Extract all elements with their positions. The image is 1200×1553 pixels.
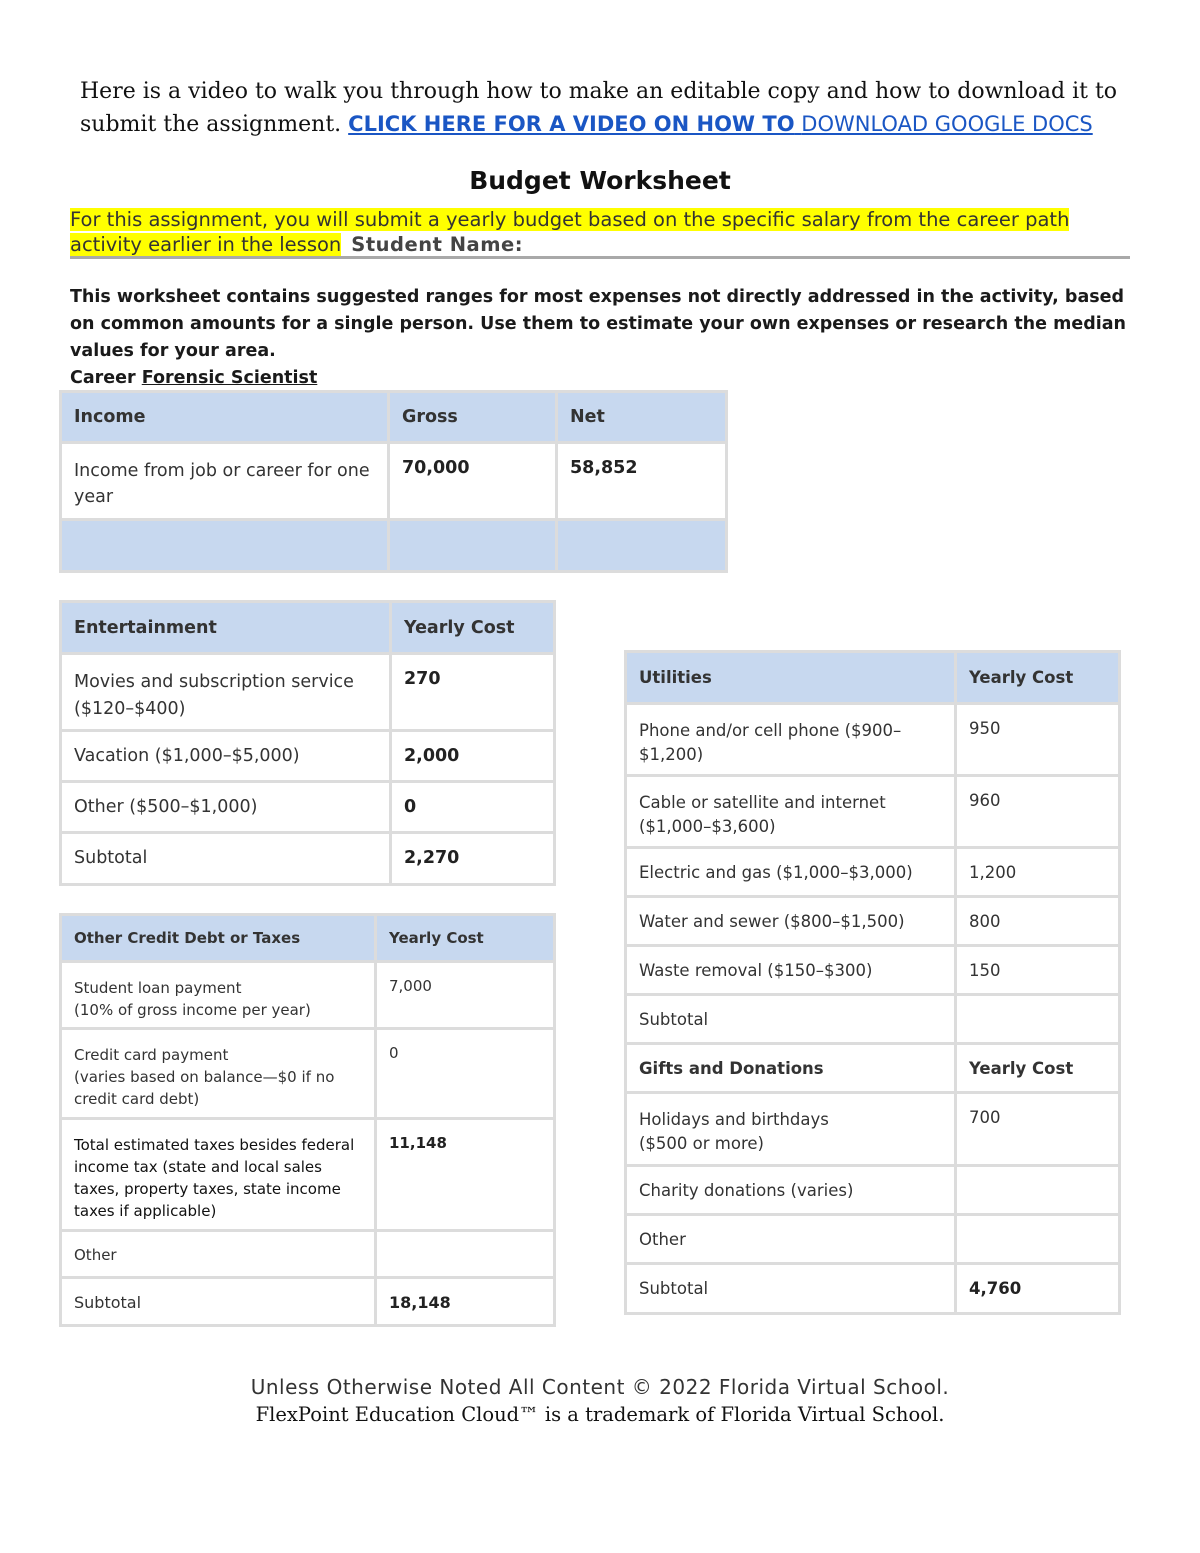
intro-paragraph (80, 76, 1140, 141)
student-name-label[interactable]: Student Name: (351, 233, 524, 256)
other-debt-row-label: Total estimated taxes besides federal income tax (state and local sales taxes, property taxes, state income taxes if applicable) (61, 1119, 376, 1231)
career-label: Career (70, 368, 136, 388)
table-row (61, 731, 555, 782)
entertainment-row-value[interactable]: 2,000 (391, 731, 555, 782)
gifts-row-value[interactable] (956, 1166, 1120, 1215)
worksheet-description (70, 284, 1140, 392)
entertainment-subtotal-value[interactable]: 2,270 (391, 833, 555, 885)
utilities-row-value[interactable]: 960 (956, 776, 1120, 848)
description-text: This worksheet contains suggested ranges for most expenses not directly addressed in the activity, based on common amounts for a single person. Use them to estimate your own expenses or research the median values for your area. (70, 287, 1126, 361)
utilities-row-value[interactable]: 150 (956, 946, 1120, 995)
table-row (626, 848, 1120, 897)
utilities-row-value[interactable]: 1,200 (956, 848, 1120, 897)
empty-cell[interactable] (557, 520, 727, 572)
income-table (59, 390, 728, 573)
other-debt-row-value[interactable]: 7,000 (376, 962, 555, 1029)
income-header-gross: Gross (389, 392, 557, 443)
income-row-label: Income from job or career for one year (61, 443, 389, 520)
assignment-instructions (70, 207, 1135, 257)
empty-cell[interactable] (61, 520, 389, 572)
video-link-rest: DOWNLOAD GOOGLE DOCS (801, 112, 1093, 136)
trademark-line: FlexPoint Education Cloud™ is a trademark of Florida Virtual School. (255, 1403, 945, 1426)
entertainment-row-label: Vacation ($1,000–$5,000) (61, 731, 391, 782)
other-debt-subtotal-label: Subtotal (61, 1278, 376, 1326)
table-row (61, 1278, 555, 1326)
table-row (61, 1231, 555, 1278)
label-note: (10% of gross income per year) (74, 1001, 311, 1019)
entertainment-row-label: Other ($500–$1,000) (61, 782, 391, 833)
other-debt-row-value[interactable]: 0 (376, 1029, 555, 1119)
utilities-row-label: Phone and/or cell phone ($900–$1,200) (626, 704, 956, 776)
utilities-row-label: Water and sewer ($800–$1,500) (626, 897, 956, 946)
income-net-cell[interactable]: 58,852 (557, 443, 727, 520)
table-row (626, 995, 1120, 1044)
table-row (626, 897, 1120, 946)
gifts-header-cost: Yearly Cost (956, 1044, 1120, 1093)
divider (70, 256, 1130, 259)
video-link-bold: CLICK HERE FOR A VIDEO ON HOW TO (348, 112, 795, 136)
gifts-header-row (626, 1044, 1120, 1093)
income-header-label: Income (61, 392, 389, 443)
table-row (626, 1215, 1120, 1264)
copyright-line: Unless Otherwise Noted All Content © 2022 Florida Virtual School. (250, 1375, 950, 1399)
entertainment-row-value[interactable]: 270 (391, 654, 555, 731)
label-note: ($500 or more) (639, 1134, 764, 1153)
other-debt-row-label (61, 962, 376, 1029)
utilities-row-value[interactable]: 950 (956, 704, 1120, 776)
video-link[interactable] (348, 112, 1093, 136)
empty-cell[interactable] (389, 520, 557, 572)
utilities-row-label: Waste removal ($150–$300) (626, 946, 956, 995)
other-debt-header-cost: Yearly Cost (376, 915, 555, 962)
entertainment-table (59, 600, 556, 886)
gifts-row-value[interactable] (956, 1215, 1120, 1264)
table-row (61, 654, 555, 731)
table-row (61, 782, 555, 833)
table-row (61, 1029, 555, 1119)
utilities-subtotal-label: Subtotal (626, 995, 956, 1044)
gifts-subtotal-label: Subtotal (626, 1264, 956, 1314)
utilities-table (624, 650, 1121, 1315)
table-row (626, 776, 1120, 848)
intro-text: Here is a video to walk you through how to make an editable copy and how to download it to submit the assignment. (80, 79, 1118, 137)
assignment-text: For this assignment, you will submit a yearly budget based on the specific salary from the career path activity earlier in the lesson (70, 208, 1070, 256)
label-main: Student loan payment (74, 979, 242, 997)
entertainment-header-cost: Yearly Cost (391, 602, 555, 654)
table-row (626, 946, 1120, 995)
label-note: (varies based on balance—$0 if no credit card debt) (74, 1068, 335, 1108)
career-value[interactable]: Forensic Scientist (141, 368, 318, 388)
gifts-row-label: Charity donations (varies) (626, 1166, 956, 1215)
utilities-subtotal-value[interactable] (956, 995, 1120, 1044)
utilities-header-cost: Yearly Cost (956, 652, 1120, 704)
gifts-row-label: Other (626, 1215, 956, 1264)
entertainment-header-label: Entertainment (61, 602, 391, 654)
label-main: Holidays and birthdays (639, 1110, 829, 1129)
table-row (61, 833, 555, 885)
gifts-subtotal-value[interactable]: 4,760 (956, 1264, 1120, 1314)
table-row (626, 1093, 1120, 1166)
utilities-row-label: Cable or satellite and internet ($1,000–$3,600) (626, 776, 956, 848)
table-row (61, 443, 727, 520)
entertainment-row-label: Movies and subscription service ($120–$400) (61, 654, 391, 731)
entertainment-row-value[interactable]: 0 (391, 782, 555, 833)
utilities-row-label: Electric and gas ($1,000–$3,000) (626, 848, 956, 897)
table-row (61, 1119, 555, 1231)
gifts-row-value[interactable]: 700 (956, 1093, 1120, 1166)
other-debt-header-label: Other Credit Debt or Taxes (61, 915, 376, 962)
income-header-net: Net (557, 392, 727, 443)
other-debt-row-label: Other (61, 1231, 376, 1278)
gifts-row-label (626, 1093, 956, 1166)
table-row (626, 1264, 1120, 1314)
label-main: Credit card payment (74, 1046, 229, 1064)
income-gross-cell[interactable]: 70,000 (389, 443, 557, 520)
gifts-header-label: Gifts and Donations (626, 1044, 956, 1093)
entertainment-subtotal-label: Subtotal (61, 833, 391, 885)
other-debt-row-label (61, 1029, 376, 1119)
utilities-row-value[interactable]: 800 (956, 897, 1120, 946)
utilities-header-label: Utilities (626, 652, 956, 704)
other-debt-row-value[interactable] (376, 1231, 555, 1278)
other-debt-row-value[interactable]: 11,148 (376, 1119, 555, 1231)
other-debt-subtotal-value[interactable]: 18,148 (376, 1278, 555, 1326)
table-row (626, 704, 1120, 776)
table-row (61, 962, 555, 1029)
table-row (626, 1166, 1120, 1215)
table-row (61, 520, 727, 572)
page-title: Budget Worksheet (469, 166, 731, 195)
other-debt-table (59, 913, 556, 1327)
